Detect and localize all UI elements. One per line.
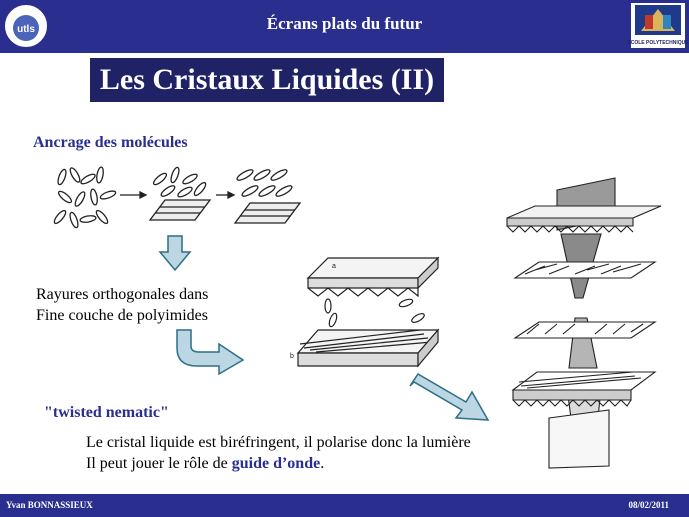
body-line-2-suffix: . xyxy=(320,455,325,472)
twisted-nematic-cell-diagram xyxy=(505,178,665,468)
body-line-2 xyxy=(86,455,324,473)
anchoring-title: Ancrage des molécules xyxy=(33,134,188,151)
plate-label-a: a xyxy=(332,263,336,270)
presentation-title: Écrans plats du futur xyxy=(266,14,423,33)
logo-left-text: utls xyxy=(17,24,35,35)
ecole-polytechnique-logo xyxy=(627,3,689,48)
plate-label-b: b xyxy=(290,353,294,360)
footer-date: 08/02/2011 xyxy=(628,500,669,510)
body-line-1: Le cristal liquide est biréfringent, il polarise donc la lumière xyxy=(86,434,471,451)
grooved-plate-aligned xyxy=(235,168,300,223)
logo-right-text: ÉCOLE POLYTECHNIQUE xyxy=(627,40,689,46)
diagonal-arrow-icon xyxy=(410,374,490,424)
grooved-plate-partial xyxy=(150,166,210,220)
header-bar xyxy=(0,0,689,53)
slide-heading: Les Cristaux Liquides (II) xyxy=(90,58,444,102)
curved-arrow-icon xyxy=(175,330,245,375)
body-line-2-prefix: Il peut jouer le rôle de xyxy=(86,455,232,472)
down-arrow-icon xyxy=(160,236,190,270)
random-molecules xyxy=(53,167,117,229)
footer-author: Yvan BONNASSIEUX xyxy=(6,500,93,510)
alignment-plates-diagram xyxy=(288,258,448,378)
footer-bar xyxy=(0,494,689,517)
scratches-line-1: Rayures orthogonales dans xyxy=(36,286,209,303)
molecule-anchoring-diagram xyxy=(50,165,310,235)
twisted-nematic-label: "twisted nematic" xyxy=(44,404,169,421)
waveguide-term: guide d’onde xyxy=(231,455,321,472)
scratches-line-2: Fine couche de polyimides xyxy=(36,307,208,324)
